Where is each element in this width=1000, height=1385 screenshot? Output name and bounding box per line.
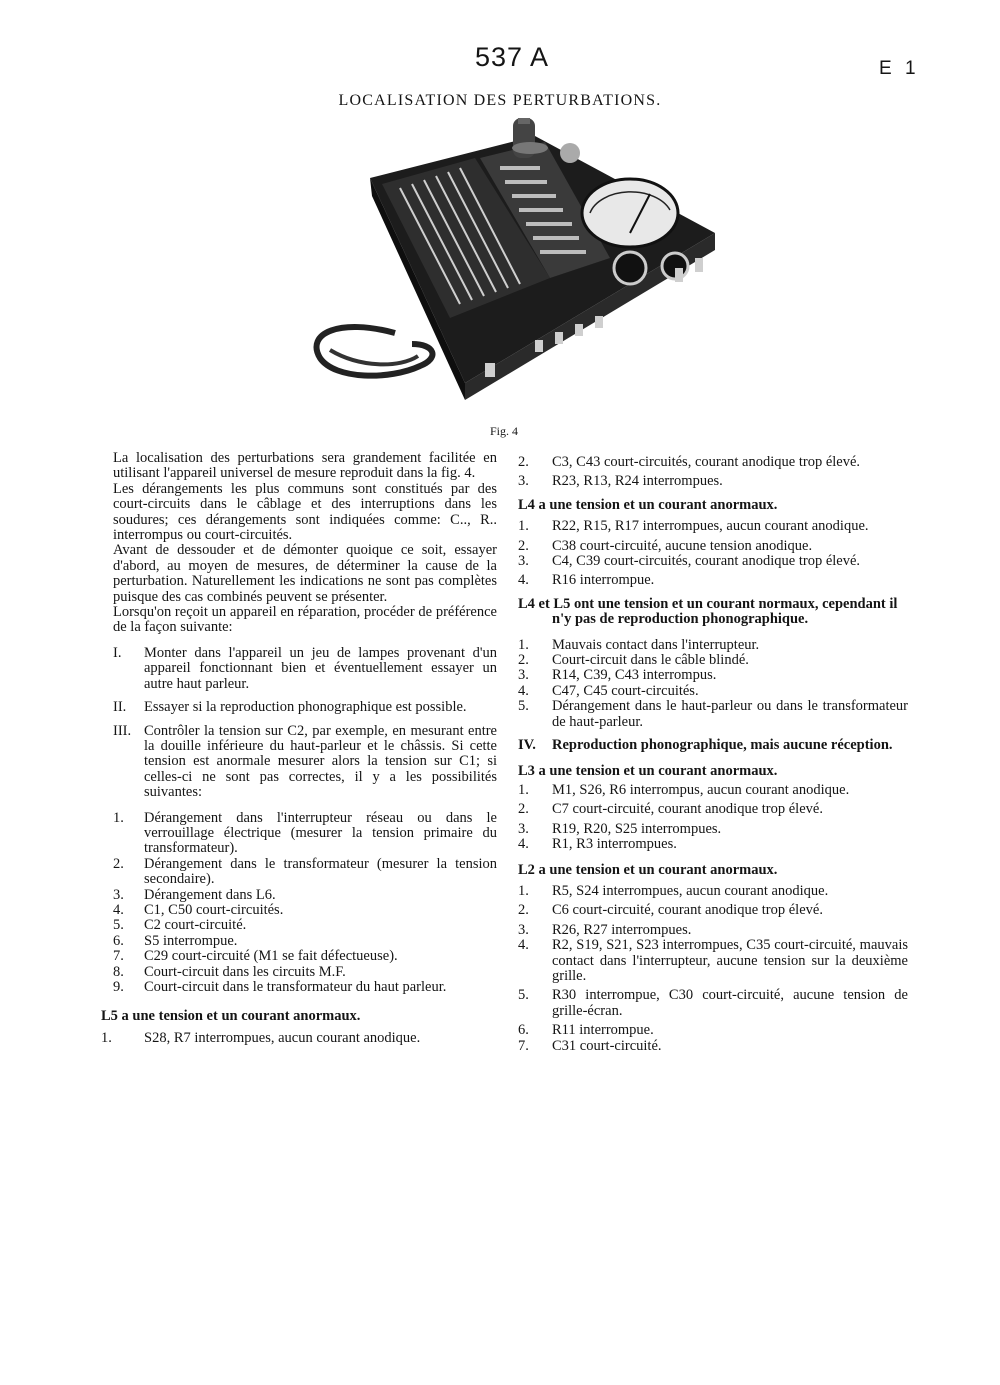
- intro-paragraph: La localisation des perturbations sera grandement facilitée en utilisant l'appareil universel de mesure reproduit dans la fig. 4.: [113, 450, 497, 482]
- section-heading: L3 a une tension et un courant anormaux.: [518, 762, 778, 779]
- list-item: 3. R14, C39, C43 interrompus.: [518, 667, 717, 684]
- section-heading: L4 et L5 ont une tension et un courant normaux, cependant il n'y pas de reproduction phonographique.: [518, 595, 898, 628]
- list-item: 3. C4, C39 court-circuités, courant anodique trop élevé.: [518, 553, 861, 570]
- list-item: 1. Mauvais contact dans l'interrupteur.: [518, 636, 760, 653]
- list-item: 1. R22, R15, R17 interrompues, aucun courant anodique.: [518, 518, 869, 535]
- model-number: 537 A: [475, 42, 550, 72]
- step-item: I. Monter dans l'appareil un jeu de lampes provenant d'un appareil fonctionnant bien et éventuellement essayer un autre haut parleur.: [113, 644, 497, 692]
- left-column: [101, 450, 497, 1046]
- list-item: 5. R30 interrompue, C30 court-circuité, aucune tension de grille-écran.: [518, 987, 908, 1019]
- section-heading: L4 a une tension et un courant anormaux.: [518, 496, 778, 513]
- list-item: 6. S5 interrompue.: [113, 932, 238, 949]
- list-item: 2. C38 court-circuité, aucune tension anodique.: [518, 537, 813, 554]
- list-item: 3. Dérangement dans L6.: [113, 886, 276, 903]
- list-item: 5. Dérangement dans le haut-parleur ou dans le transformateur de haut-parleur.: [518, 698, 908, 730]
- section-heading: L5 a une tension et un courant anormaux.: [101, 1008, 361, 1025]
- list-item: 1. S28, R7 interrompues, aucun courant anodique.: [101, 1029, 421, 1046]
- list-item: 7. C29 court-circuité (M1 se fait défectueuse).: [113, 948, 398, 965]
- instrument-photo: [300, 118, 720, 418]
- list-item: 4. R1, R3 interrompues.: [518, 836, 677, 853]
- step-item: II. Essayer si la reproduction phonographique est possible.: [113, 699, 467, 716]
- page-number: E 1: [879, 58, 920, 79]
- page-title: LOCALISATION DES PERTURBATIONS.: [338, 92, 662, 109]
- section-heading: L2 a une tension et un courant anormaux.: [518, 861, 778, 878]
- list-item: 4. R2, S19, S21, S23 interrompues, C35 court-circuité, mauvais contact dans l'interrupteur, aucune tension sur la deuxième grille.: [518, 937, 908, 984]
- list-item: 2. C7 court-circuité, courant anodique trop élevé.: [518, 801, 823, 818]
- list-item: 6. R11 interrompue.: [518, 1022, 654, 1039]
- list-item: 4. C47, C45 court-circuités.: [518, 682, 699, 699]
- list-item: 9. Court-circuit dans le transformateur du haut parleur.: [113, 979, 447, 995]
- list-item: 2. Dérangement dans le transformateur (mesurer la tension secondaire).: [113, 855, 497, 888]
- list-item: 8. Court-circuit dans les circuits M.F.: [113, 963, 346, 980]
- figure-caption: Fig. 4: [490, 424, 519, 438]
- list-item: 2. Court-circuit dans le câble blindé.: [518, 652, 749, 669]
- list-item: 2. C6 court-circuité, courant anodique trop élevé.: [518, 902, 823, 919]
- intro-paragraph: Avant de dessouder et de démonter quoique ce soit, essayer d'abord, au moyen de mesures, de déterminer la cause de la perturbation. Naturellement les indications ne sont pas complètes puisque des cas combinés peuvent se présenter.: [113, 542, 497, 605]
- list-item: 7. C31 court-circuité.: [518, 1037, 662, 1054]
- list-item: 4. C1, C50 court-circuités.: [113, 901, 284, 918]
- list-item: 3. R19, R20, S25 interrompues.: [518, 820, 722, 837]
- intro-paragraph: Les dérangements les plus communs sont constitués par des court-circuits dans le câblage et des interruptions dans les soudures; ces dérangements sont indiquées comme: C.., R.. interrompus ou court-circuités.: [113, 480, 497, 544]
- list-item: 4. R16 interrompue.: [518, 572, 655, 589]
- list-item: 1. M1, S26, R6 interrompus, aucun courant anodique.: [518, 781, 850, 798]
- list-item: 1. Dérangement dans l'interrupteur réseau ou dans le verrouillage électrique (mesurer la tension primaire du transformateur).: [113, 809, 497, 857]
- list-item: 2. C3, C43 court-circuités, courant anodique trop élevé.: [518, 454, 861, 470]
- list-item: 1. R5, S24 interrompues, aucun courant anodique.: [518, 882, 829, 899]
- list-item: 5. C2 court-circuité.: [113, 917, 247, 934]
- right-column: [518, 455, 908, 1054]
- step-item: IV. Reproduction phonographique, mais aucune réception.: [518, 737, 893, 754]
- intro-paragraph: Lorsqu'on reçoit un appareil en réparation, procéder de préférence de la façon suivante:: [113, 604, 497, 636]
- step-item: III. Contrôler la tension sur C2, par exemple, en mesurant entre la douille inférieure du haut-parleur et le châssis. Si cette tension est anormale mesurer alors la tension sur C1; si celles-ci ne sont pas correctes, il y a les possibilités suivantes:: [113, 722, 497, 801]
- list-item: 3. R23, R13, R24 interrompues.: [518, 473, 723, 490]
- list-item: 3. R26, R27 interrompues.: [518, 921, 692, 938]
